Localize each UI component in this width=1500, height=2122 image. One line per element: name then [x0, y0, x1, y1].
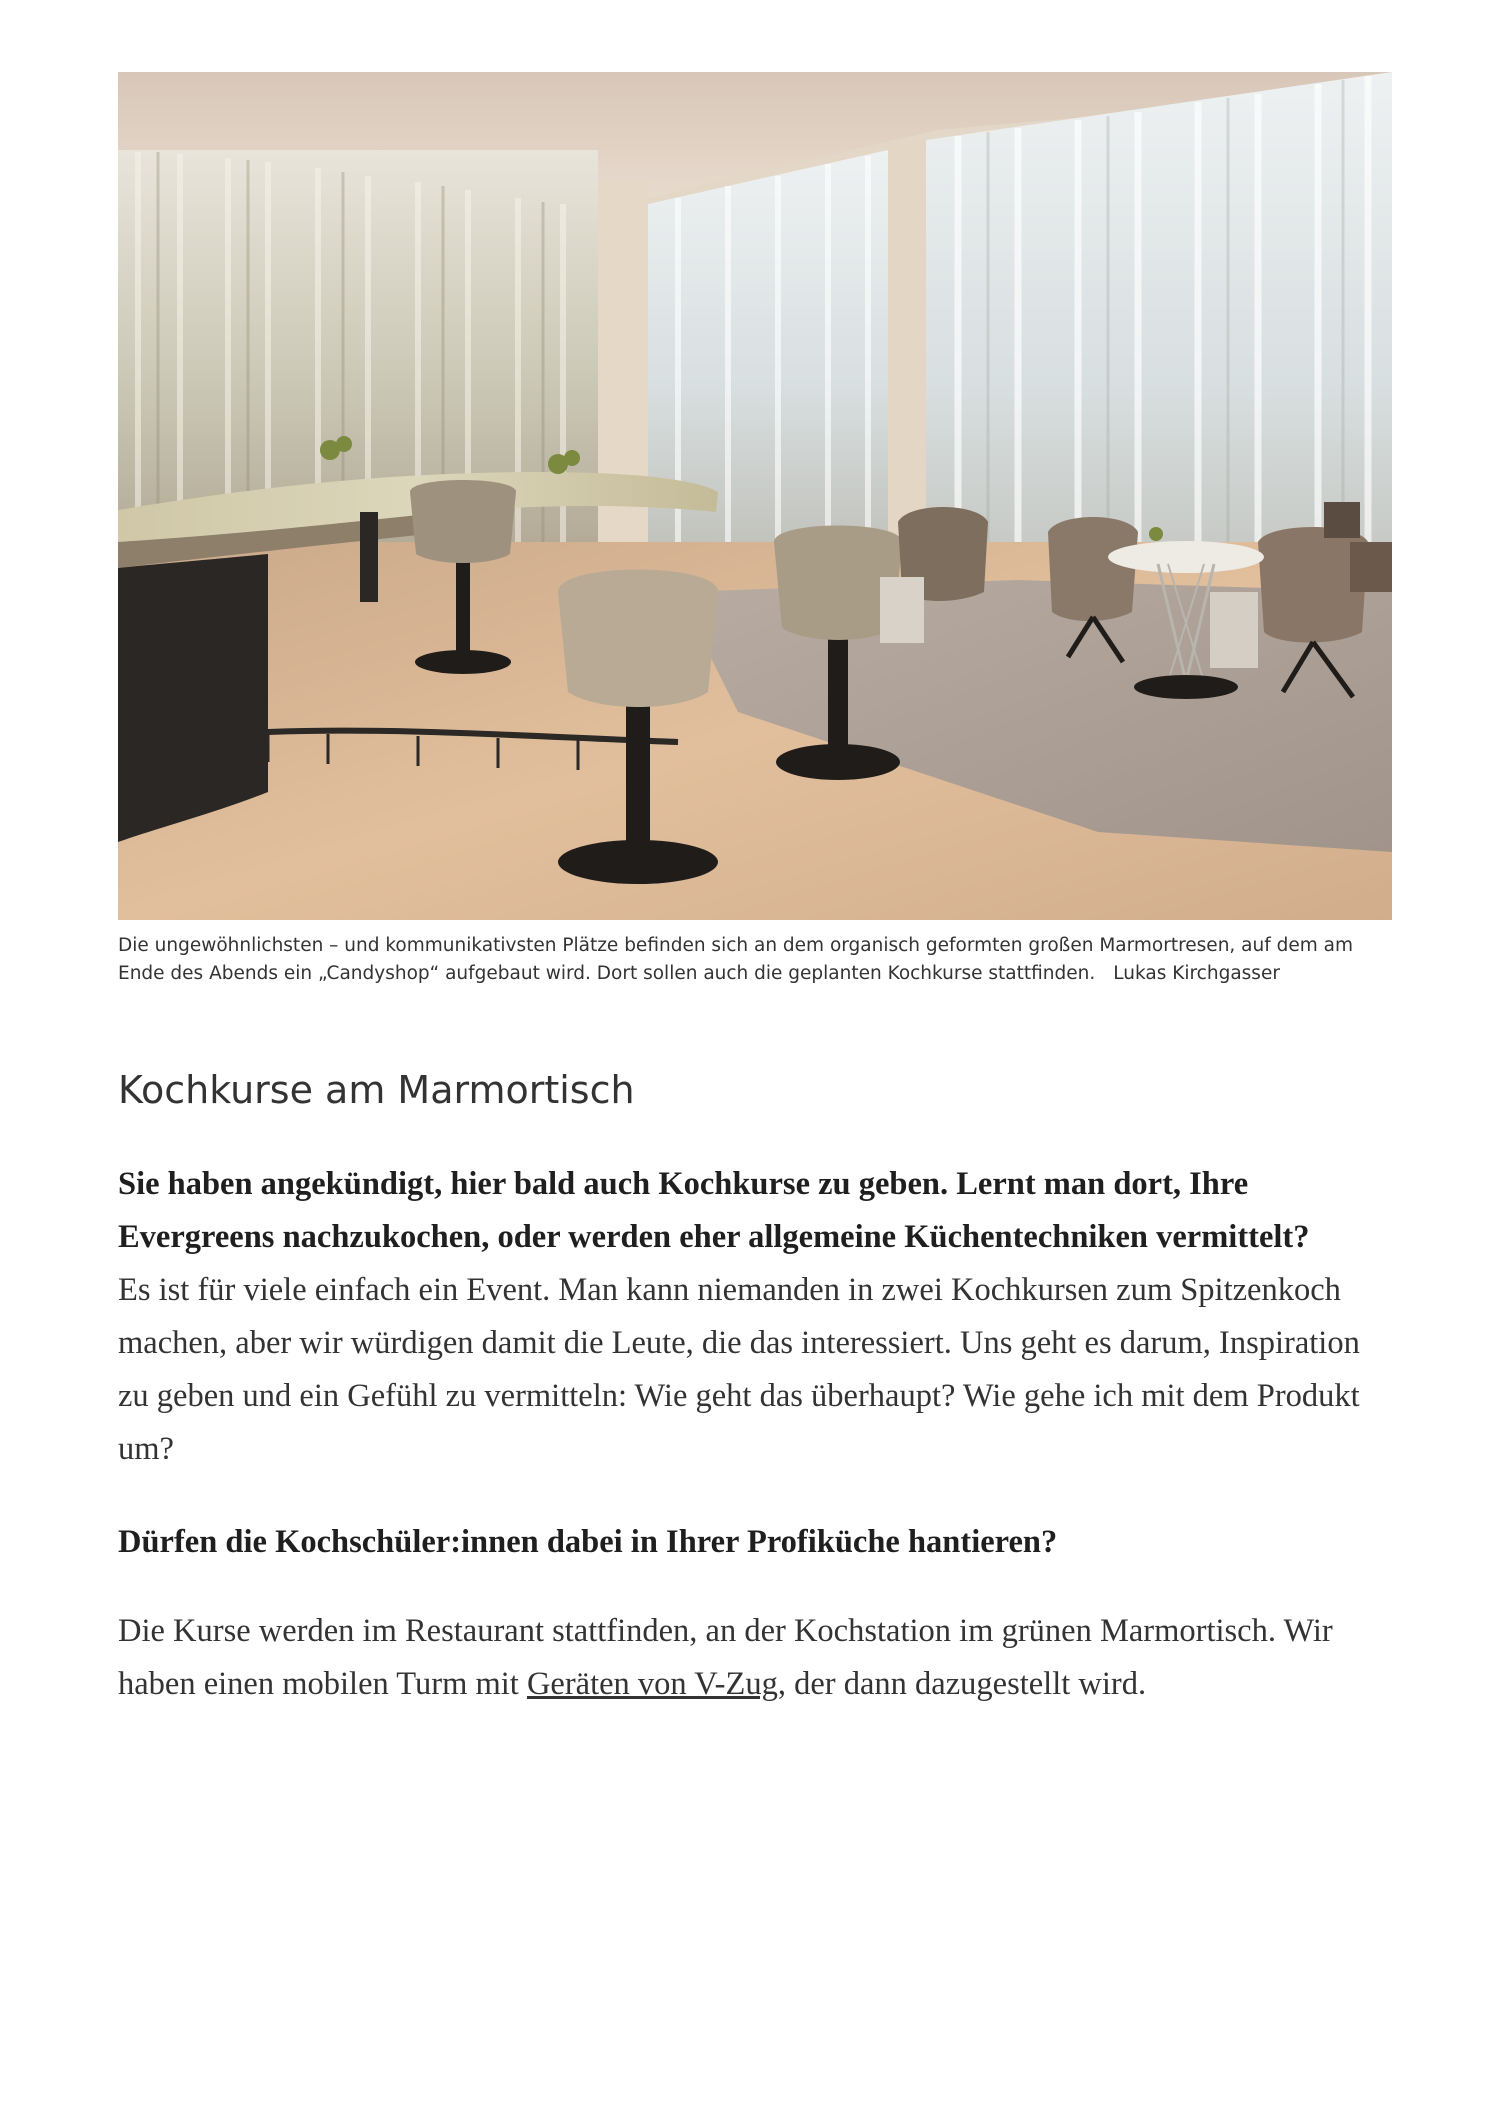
photo-caption	[118, 932, 1392, 988]
interview-question-2: Dürfen die Kochschüler:innen dabei in Ihrer Profiküche hantieren?	[118, 1524, 1058, 1560]
interview-answer-1: Es ist für viele einfach ein Event. Man kann niemanden in zwei Kochkursen zum Spitzenkoch machen, aber wir würdigen damit die Leute, die das interessiert. Uns geht es darum, Inspiration zu geben und ein Gefühl zu vermitteln: Wie geht das überhaupt? Wie gehe ich mit dem Produkt um?	[118, 1272, 1360, 1467]
interview-answer-2	[118, 1605, 1392, 1711]
answer-2-text-after: , der dann dazugestellt wird.	[777, 1666, 1147, 1702]
article-page	[118, 72, 1392, 1711]
answer-2-text-before: Die Kurse werden im Restaurant stattfinden, an der Kochstation im grünen Marmortisch. Wir haben einen mobilen Turm mit	[118, 1613, 1333, 1702]
restaurant-photo	[118, 72, 1392, 920]
v-zug-link[interactable]: Geräten von V-Zug	[526, 1666, 778, 1702]
section-title: Kochkurse am Marmortisch	[118, 1068, 635, 1112]
photo-credit: Lukas Kirchgasser	[1113, 963, 1280, 984]
caption-text: Die ungewöhnlichsten – und kommunikativsten Plätze befinden sich an dem organisch geformten großen Marmortresen, auf dem am Ende des Abends ein „Candyshop“ aufgebaut wird. Dort sollen auch die geplanten Kochkurse stattfinden.	[118, 935, 1354, 984]
interview-question-1: Sie haben angekündigt, hier bald auch Kochkurse zu geben. Lernt man dort, Ihre Evergreens nachzukochen, oder werden eher allgemeine Küchentechniken vermittelt?	[118, 1166, 1310, 1255]
